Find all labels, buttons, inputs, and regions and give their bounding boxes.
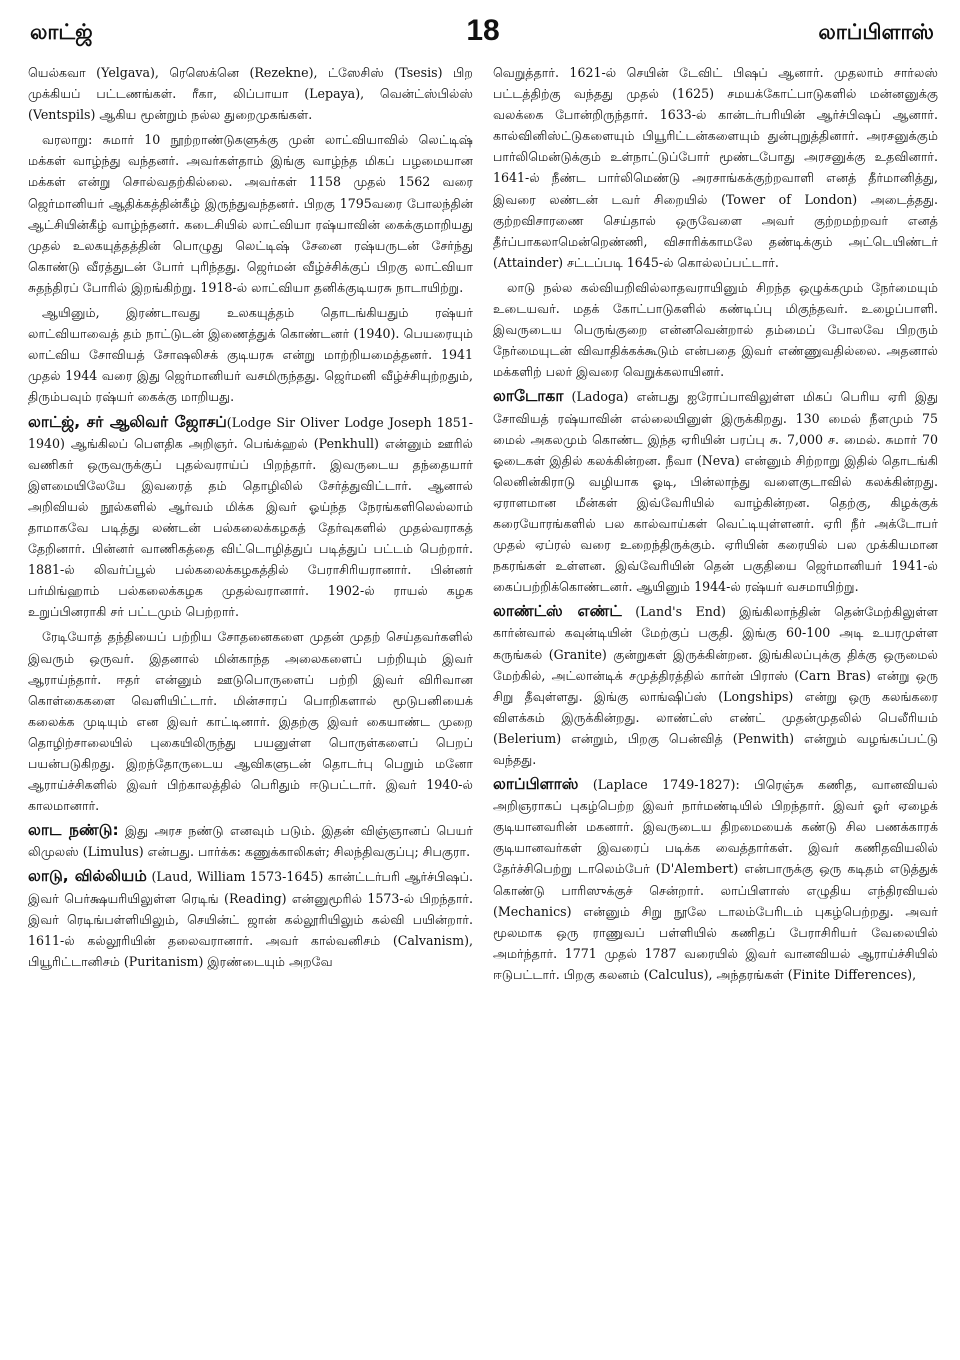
continued-paragraph: வெறுத்தார். 1621-ல் செயின் டேவிட் பிஷப் ஆனார். முதலாம் சார்லஸ் பட்டத்திற்கு வந்தது முதல் (1625) சமயக்கோட்பாடுகளில் மன்னனுக்கு வலக்கை போன்றிருந்தார். 1633-ல் கான்டர்பரியின் ஆர்ச்பிஷப் ஆனார். கால்வினிஸ்ட்டுகளையும் பியூரிட்டன்களையும் துன்புறுத்தினார். அரசனுக்கும் பார்லிமென்டுக்கும் உள்நாட்டுப்போர் மூண்டபோது அரசனுக்கு உதவினார். 1641-ல் நீண்ட பார்லிமெண்டு அரசாங்கக்குற்றவாளி எனத் தீர்மானித்து, இவரை லண்டன் டவர் சிறையில் (Tower of London) அடைத்தது. குற்றவிசாரணை செய்தால் ஒருவேளை அவர் குற்றமற்றவர் எனத் தீர்ப்பாகலாமென்றெண்ணி, விசாரிக்காமலே தண்டிக்கும் அட்டெயிண்டர் (Attainder) சட்டப்படி 1645-ல் கொல்லப்பட்டார். — [493, 65, 938, 270]
text-columns — [28, 62, 938, 1352]
right-column — [493, 62, 938, 1352]
entry-text: (Laud, William 1573-1645) கான்ட்டர்பரி ஆர்ச்பிஷப். இவர் பெர்க்ஷயரியிலுள்ள ரெடிங் (Reading) என்னுமூரில் 1573-ல் பிறந்தார். இவர் ரெடிங்பள்ளியிலும், செயின்ட் ஜான் கல்லூரியிலும் கல்வி பயின்றார். 1611-ல் கல்லூரியின் தலைவரானார். அவர் கால்வனிசம் (Calvanism), பியூரிட்டானிசம் (Puritanism) இரண்டையும் அறவே — [28, 869, 473, 969]
entry-text: (Lodge Sir Oliver Lodge Joseph 1851-1940) ஆங்கிலப் பௌதிக அறிஞர். பெங்க்ஹல் (Penkhull) என்னும் ஊரில் வணிகர் ஒருவருக்குப் புதல்வராய்ப் பிறந்தார். இவருடைய தந்தையார் இளமையிலேயே இவரைத் தம் தொழிலில் சேர்த்துவிட்டார். ஆனால் அறிவியல் நூல்களில் ஆர்வம் மிக்க இவர் ஓய்ந்த நேரங்களிலெல்லாம் தாமாகவே படித்து லண்டன் பல்கலைக்கழகத் தேர்வுகளில் முதல்வராகத் தேறினார். பின்னர் வாணிகத்தை விட்டொழித்துப் படித்துப் பட்டம் பெற்றார். 1881-ல் லிவர்ப்பூல் பல்கலைக்கழகத்தில் பேராசிரியரானார். பின்னர் பர்மிங்ஹாம் பல்கலைக்கழக முதல்வரானார். 1902-ல் ராயல் கழக உறுப்பினராகி சர் பட்டமும் பெற்றார். — [28, 414, 473, 620]
entry-paragraph — [28, 866, 473, 971]
running-head-left: லாட்ஜ் — [30, 20, 93, 44]
body-paragraph: லாடு நல்ல கல்வியறிவில்லாதவராயினும் சிறந்த ஒழுக்கமும் நேர்மையும் உடையவர். மதக் கோட்பாடுகளில் கண்டிப்பு மிகுந்தவர். உழைப்பாளி. இவருடைய பெருங்குறை என்னவென்றால் தம்மைப் போலவே பிறரும் நேர்மையுடன் விவாதிக்கக்கூடும் என்பதை இவர் எண்ணுவதில்லை. அதனால் மக்களிற் பலர் இவரை வெறுக்கலாயினர். — [493, 279, 938, 380]
entry-text: (Land's End) இங்கிலாந்தின் தென்மேற்கிலுள்ள கார்ன்வால் கவுன்டியின் மேற்குப் பகுதி. இங்கு 60-100 அடி உயரமுள்ள கருங்கல் (Granite) குன்றுகள் இருக்கின்றன. இங்கிலப்புக்கு திக்கு ஒருமைல் மேற்கில், அட்லான்டிக் சமுத்திரத்தில் கார்ன் பிராஸ் (Carn Bras) என்று ஒரு சிறு தீவுள்ளது. இங்கு லாங்ஷிப்ஸ் (Longships) என்று ஒரு கலங்கரை விளக்கம் இருக்கின்றது. லாண்ட்ஸ் எண்ட் முதன்முதலில் பெலீரியம் (Belerium) என்றும், பிறகு பென்வித் (Penwith) என்றும் வழங்கப்பட்டு வந்தது. — [493, 604, 938, 767]
entry-headword: லாட்ஜ், சர் ஆலிவர் ஜோசப் — [28, 412, 227, 431]
running-head-right: லாப்பிளாஸ் — [818, 20, 934, 44]
entry-paragraph — [493, 601, 938, 770]
entry-headword: லாடோகா — [493, 387, 564, 406]
page-number: 18 — [466, 14, 500, 47]
left-column — [28, 62, 473, 1352]
entry-paragraph — [493, 386, 938, 597]
entry-headword: லாட நண்டு: — [28, 821, 119, 840]
entry-paragraph — [28, 412, 473, 623]
body-paragraph: வரலாறு: சுமார் 10 நூற்றாண்டுகளுக்கு முன் லாட்வியாவில் லெட்டிஷ் மக்கள் வாழ்ந்து வந்தனர். அவர்கள்தாம் இங்கு வாழ்ந்த மிகப் பழமையான மக்கள் என்று சொல்வதற்கில்லை. அவர்கள் 1158 முதல் 1562 வரை ஜெர்மானியர் ஆதிக்கத்தின்கீழ் இருந்துவந்தனர். பிறகு 1795வரை போலந்தின் ஆட்சியின்கீழ் வாழ்ந்தனர். கடைசியில் லாட்வியா ரஷ்யாவின் கைக்குமாறியது முதல் உலகயுத்தத்தின் பொழுது லெட்டிஷ் சேனை ரஷ்யருடன் சேர்ந்து கொண்டு வீரத்துடன் போர் புரிந்தது. ஜெர்மன் வீழ்ச்சிக்குப் பிறகு லாட்வியா சுதந்திரப் போரில் இறங்கிற்று. 1918-ல் லாட்வியா தனிக்குடியரசு நாடாயிற்று. — [28, 132, 473, 295]
body-paragraph: ரேடியோத் தந்தியைப் பற்றிய சோதனைகளை முதன் முதற் செய்தவர்களில் இவரும் ஒருவர். இதனால் மின்காந்த அலைகளைப் பற்றியும் இவர் ஆராய்ந்தார். ஈதர் என்னும் ஊடுபொருளைப் பற்றி இவர் விரிவான கொள்கைகளை வெளியிட்டார். மின்சாரப் பொறிகளால் மூடுபனியைக் கலைக்க முடியும் என இவர் காட்டினார். இதற்கு இவர் கையாண்ட முறை தொழிற்சாலையில் புகையிலிருந்து பயனுள்ள பொருள்களைப் பெறப் பயன்படுகிறது. இறந்தோருடைய ஆவிகளுடன் தொடர்பு பெறும் மனோ ஆராய்ச்சிகளில் இவர் பிற்காலத்தில் பெரிதும் ஈடுபட்டார். இவர் 1940-ல் காலமானார். — [28, 629, 473, 814]
entry-headword: லாடு, வில்லியம் — [28, 867, 147, 886]
entry-headword: லாப்பிளாஸ் — [493, 775, 579, 794]
entry-paragraph — [28, 820, 473, 862]
entry-text: (Laplace 1749-1827): பிரெஞ்சு கணித, வானவியல் அறிஞராகப் புகழ்பெற்ற இவர் நார்மண்டியில் பிறந்தார். இவர் ஓர் ஏழைக் குடியானவரின் மகனார். இவருடைய திறமையைக் கண்டு சில பணக்காரக் குடியானவர்கள் இவரைப் படிக்க வைத்தார்கள். இவர் கணிதவியலில் தேர்ச்சிபெற்று டாலெம்பேர் (D'Alembert) என்பாருக்கு ஒரு கடிதம் எடுத்துக் கொண்டு பாரிஸுக்குச் சென்றார். லாப்பிளாஸ் எழுதிய எந்திரவியல் (Mechanics) என்னும் சிறு நூலே டாலம்பேரிடம் புகழ்பெற்றது. அவர் மூலமாக ஒரு ராணுவப் பள்ளியில் கணிதப் பேராசிரியர் வேலையில் அமர்ந்தார். 1771 முதல் 1787 வரையில் இவர் வானவியல் ஆராய்ச்சியில் ஈடுபட்டார். பிறகு கலனம் (Calculus), அந்தரங்கள் (Finite Differences), — [493, 777, 938, 982]
entry-text: (Ladoga) என்பது ஐரோப்பாவிலுள்ள மிகப் பெரிய ஏரி இது சோவியத் ரஷ்யாவின் எல்லையினுள் இருக்கிறது. 130 மைல் நீளமும் 75 மைல் அகலமும் கொண்ட இந்த ஏரியின் பரப்பு சு. 7,000 ச. மைல். சுமார் 70 ஓடைகள் இதில் கலக்கின்றன. நீவா (Neva) என்னும் சிற்றாறு இதில் தொடங்கி லெனின்கிராடு வழியாக ஓடி, பின்லாந்து வளைகுடாவில் கலக்கின்றது. ஏராளமான மீன்கள் இவ்வேரியில் வாழ்கின்றன. தெற்கு, கிழக்குக் கரையோரங்களில் பல கால்வாய்கள் வெட்டியுள்ளனர். ஏரி நீர் அக்டோபர் முதல் ஏப்ரல் வரை உறைந்திருக்கும். ஏரியின் கரையில் பல முக்கியமான நகரங்கள் உள்ளன. இவ்வேரியின் தென் பகுதியை ஜெர்மானியர் 1941-ல் கைப்பற்றிக்கொண்டனர். ஆயினும் 1944-ல் ரஷ்யர் வசமாயிற்று. — [493, 389, 938, 595]
continued-paragraph: யெல்கவா (Yelgava), ரெஸெக்னெ (Rezekne), ட்ஸேசிஸ் (Tsesis) பிற முக்கியப் பட்டணங்கள். ரீகா, லிப்பாயா (Lepaya), வென்ட்ஸ்பில்ஸ் (Ventspils) ஆகிய மூன்றும் நல்ல துறைமுகங்கள். — [28, 65, 473, 123]
entry-paragraph — [493, 774, 938, 985]
entry-text: இது அரச நண்டு எனவும் படும். இதன் விஞ்ஞானப் பெயர் லிமுலஸ் (Limulus) என்பது. பார்க்க: கணுக்காலிகள்; சிலந்திவகுப்பு; சிபகுரா. — [28, 823, 473, 860]
entry-headword: லாண்ட்ஸ் எண்ட் — [493, 602, 622, 621]
page-header — [28, 14, 938, 62]
body-paragraph: ஆயினும், இரண்டாவது உலகயுத்தம் தொடங்கியதும் ரஷ்யர் லாட்வியாவைத் தம் நாட்டுடன் இணைத்துக் கொண்டனர் (1940). பெயரையும் லாட்விய சோவியத் சோஷலிசக் குடியரசு என்று மாற்றியமைத்தனர். 1941 முதல் 1944 வரை இது ஜெர்மானியர் வசமிருந்தது. ஜெர்மனி வீழ்ச்சியுற்றதும், திரும்பவும் ரஷ்யர் கைக்கு மாறியது. — [28, 305, 473, 405]
